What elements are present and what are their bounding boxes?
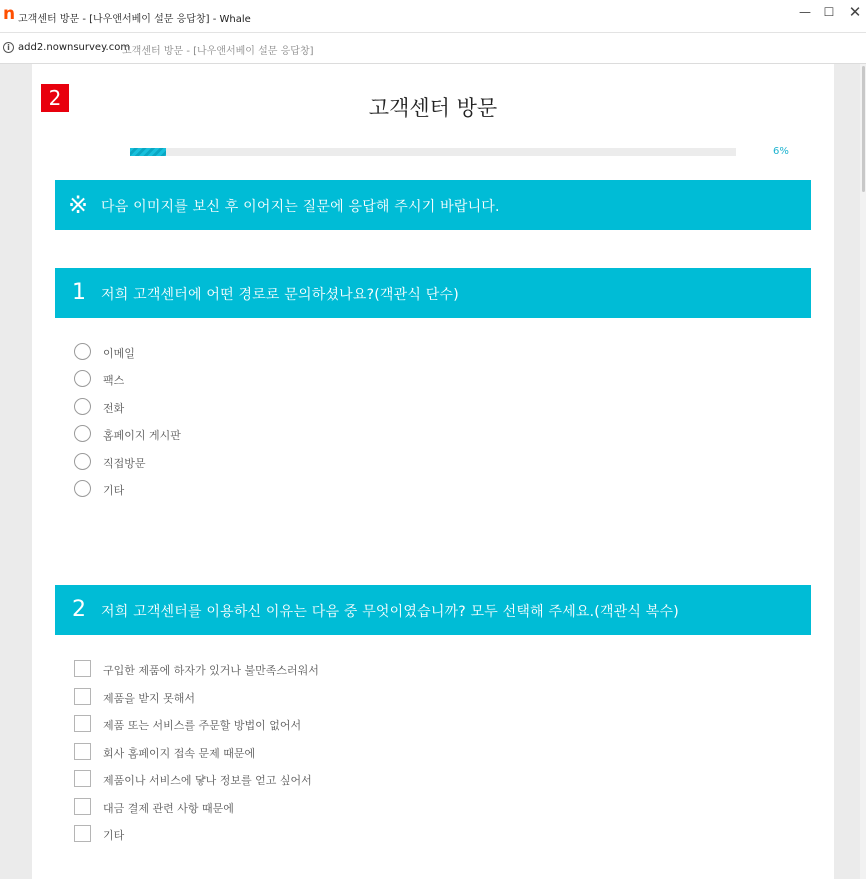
checkbox[interactable] <box>74 798 91 815</box>
radio-button[interactable] <box>74 370 91 387</box>
question-text: 저희 고객센터에 어떤 경로로 문의하셨나요?(객관식 단수) <box>101 287 459 303</box>
question-number: 2 <box>72 597 86 622</box>
question-number: 1 <box>72 280 86 305</box>
checkbox[interactable] <box>74 660 91 677</box>
progress-bar <box>130 148 736 156</box>
radio-button[interactable] <box>74 343 91 360</box>
option-label[interactable]: 기타 <box>103 484 125 497</box>
option-label[interactable]: 제품 또는 서비스를 주문할 방법이 없어서 <box>103 719 302 732</box>
option-label[interactable]: 제품이나 서비스에 댷나 정보를 얻고 싶어서 <box>103 774 312 787</box>
option-label[interactable]: 기타 <box>103 829 125 842</box>
radio-button[interactable] <box>74 425 91 442</box>
option-label[interactable]: 홈페이지 게시판 <box>103 429 181 442</box>
question-1-header <box>55 268 811 318</box>
maximize-button[interactable]: ☐ <box>823 5 835 19</box>
url-page-title: 고객센터 방문 - [나우앤서베이 설문 응답창] <box>122 46 314 57</box>
scrollbar-thumb[interactable] <box>862 66 865 192</box>
radio-button[interactable] <box>74 453 91 470</box>
checkbox[interactable] <box>74 770 91 787</box>
window-title: 고객센터 방문 - [나우앤서베이 설문 응답창] - Whale <box>18 14 251 25</box>
progress-bar-fill <box>130 148 166 156</box>
question-2-header <box>55 585 811 635</box>
minimize-button[interactable]: — <box>799 5 811 19</box>
close-button[interactable]: ✕ <box>848 3 862 21</box>
address-bar[interactable] <box>0 33 866 64</box>
survey-title: 고객센터 방문 <box>368 96 498 120</box>
notice-banner <box>55 180 811 230</box>
info-icon[interactable]: i <box>3 42 14 53</box>
whale-logo-icon: n <box>3 4 16 24</box>
checkbox[interactable] <box>74 825 91 842</box>
option-label[interactable]: 직접방문 <box>103 457 146 470</box>
option-label[interactable]: 이메일 <box>103 347 135 360</box>
checkbox[interactable] <box>74 688 91 705</box>
checkbox[interactable] <box>74 743 91 760</box>
question-text: 저희 고객센터를 이용하신 이유는 다음 중 무엇이였습니까? 모두 선택해 주세요.(객관식 복수) <box>101 604 679 620</box>
progress-percent: 6% <box>773 146 789 157</box>
page-number-badge: 2 <box>41 84 69 112</box>
notice-text: 다음 이미지를 보신 후 이어지는 질문에 응답해 주시기 바랍니다. <box>101 199 500 215</box>
radio-button[interactable] <box>74 398 91 415</box>
option-label[interactable]: 구입한 제품에 하자가 있거나 불만족스러워서 <box>103 664 319 677</box>
option-label[interactable]: 회사 홈페이지 접속 문제 때문에 <box>103 747 256 760</box>
option-label[interactable]: 전화 <box>103 402 125 415</box>
radio-button[interactable] <box>74 480 91 497</box>
option-label[interactable]: 대금 결제 관련 사항 때문에 <box>103 802 234 815</box>
reference-mark-icon: ※ <box>68 191 89 219</box>
option-label[interactable]: 팩스 <box>103 374 125 387</box>
window-titlebar <box>0 0 866 33</box>
checkbox[interactable] <box>74 715 91 732</box>
option-label[interactable]: 제품을 받지 못해서 <box>103 692 196 705</box>
url-host: add2.nownsurvey.com <box>18 42 131 53</box>
